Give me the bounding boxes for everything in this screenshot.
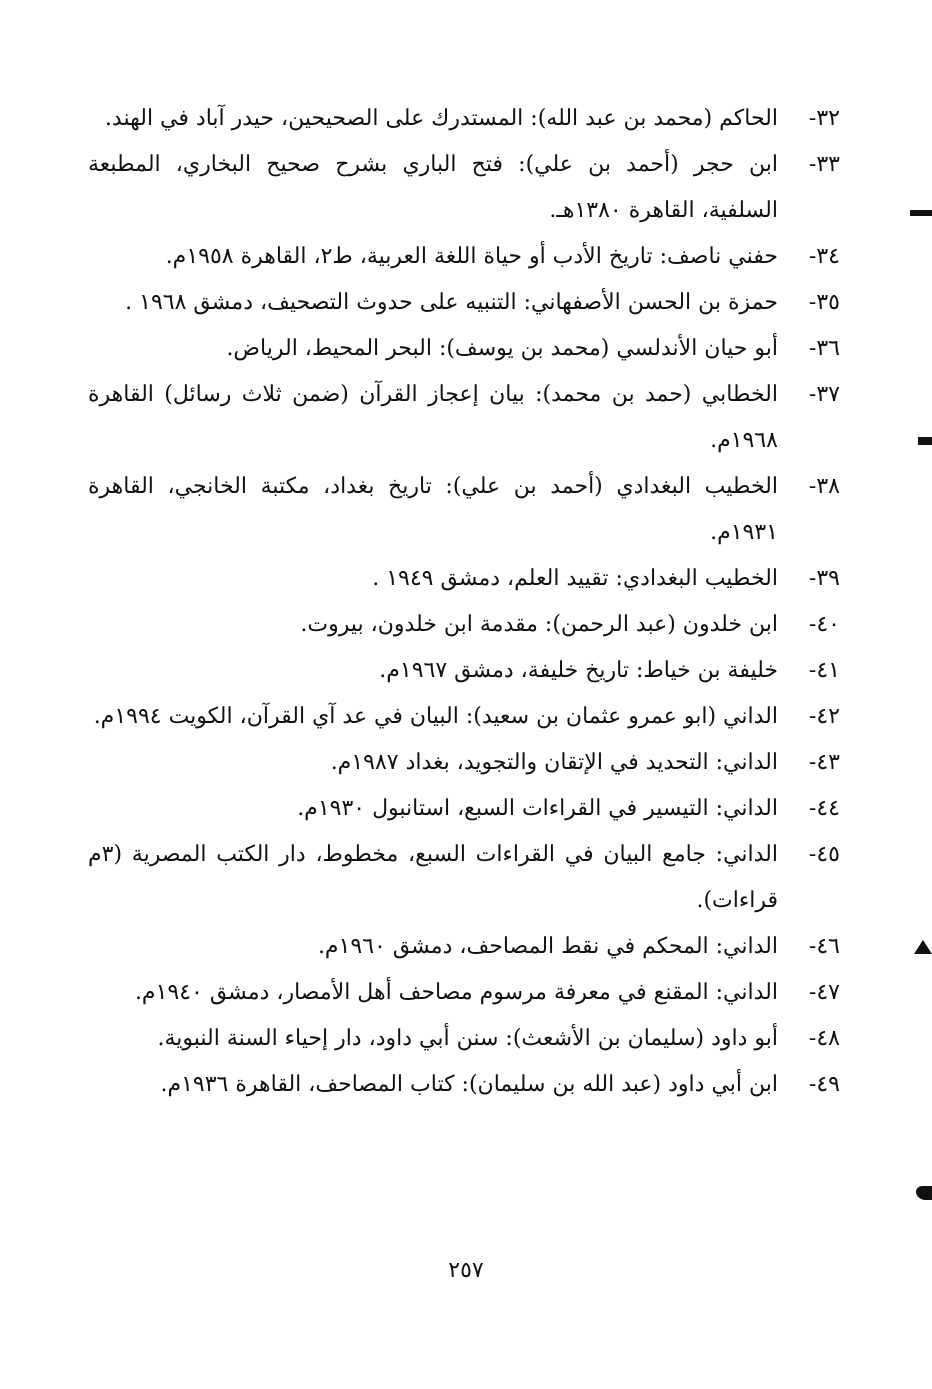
entry-number: ٤٨- <box>808 1026 840 1051</box>
bibliography-entry-36 <box>88 326 840 372</box>
entry-number: ٣٨- <box>808 474 840 499</box>
bibliography-entry-47 <box>88 970 840 1016</box>
entry-text: حمزة بن الحسن الأصفهاني: التنبيه على حدوث التصحيف، دمشق ١٩٦٨ . <box>125 290 778 315</box>
bibliography-entry-33 <box>88 142 840 234</box>
bibliography-entry-42 <box>88 694 840 740</box>
entry-number: ٣٢- <box>808 106 840 131</box>
scan-margin-mark <box>916 1186 932 1200</box>
entry-text: ابن حجر (أحمد بن علي): فتح الباري بشرح صحيح البخاري، المطبعة السلفية، القاهرة ١٣٨٠هـ. <box>88 152 778 223</box>
entry-number: ٣٦- <box>808 336 840 361</box>
entry-number: ٤٧- <box>808 980 840 1005</box>
bibliography-entry-32 <box>88 96 840 142</box>
bibliography-entry-38 <box>88 464 840 556</box>
entry-text: أبو داود (سليمان بن الأشعث): سنن أبي داود، دار إحياء السنة النبوية. <box>157 1026 778 1051</box>
entry-number: ٣٣- <box>808 152 840 177</box>
entry-number: ٤٩- <box>808 1072 840 1097</box>
entry-text: ابن خلدون (عبد الرحمن): مقدمة ابن خلدون، بيروت. <box>300 612 778 637</box>
entry-number: ٤٤- <box>808 796 840 821</box>
entry-text: الحاكم (محمد بن عبد الله): المستدرك على الصحيحين، حيدر آباد في الهند. <box>104 106 778 131</box>
scan-margin-mark <box>910 210 932 216</box>
bibliography-entry-37 <box>88 372 840 464</box>
bibliography-entry-43 <box>88 740 840 786</box>
entry-text: خليفة بن خياط: تاريخ خليفة، دمشق ١٩٦٧م. <box>379 658 778 683</box>
bibliography-entry-44 <box>88 786 840 832</box>
bibliography-entry-48 <box>88 1016 840 1062</box>
entry-text: الداني: جامع البيان في القراءات السبع، مخطوط، دار الكتب المصرية (٣م قراءات). <box>88 842 778 913</box>
bibliography-entry-35 <box>88 280 840 326</box>
entry-text: الخطيب البغدادي: تقييد العلم، دمشق ١٩٤٩ . <box>372 566 778 591</box>
entry-text: أبو حيان الأندلسي (محمد بن يوسف): البحر المحيط، الرياض. <box>226 336 778 361</box>
entry-number: ٤٦- <box>808 934 840 959</box>
bibliography-entry-39 <box>88 556 840 602</box>
bibliography-entry-45 <box>88 832 840 924</box>
entry-number: ٣٩- <box>808 566 840 591</box>
entry-number: ٣٥- <box>808 290 840 315</box>
bibliography-list <box>88 96 840 1108</box>
entry-text: الخطابي (حمد بن محمد): بيان إعجاز القرآن (ضمن ثلاث رسائل) القاهرة ١٩٦٨م. <box>88 382 778 453</box>
entry-text: ابن أبي داود (عبد الله بن سليمان): كتاب المصاحف، القاهرة ١٩٣٦م. <box>160 1072 778 1097</box>
entry-number: ٤٥- <box>808 842 840 867</box>
entry-text: الداني: المحكم في نقط المصاحف، دمشق ١٩٦٠م. <box>317 934 778 959</box>
entry-text: الداني: التحديد في الإتقان والتجويد، بغداد ١٩٨٧م. <box>330 750 778 775</box>
scan-margin-mark <box>914 940 932 954</box>
entry-number: ٤٠- <box>808 612 840 637</box>
bibliography-entry-41 <box>88 648 840 694</box>
scan-margin-mark <box>918 437 932 445</box>
bibliography-entry-34 <box>88 234 840 280</box>
page-number: ٢٥٧ <box>448 1258 484 1283</box>
entry-text: الداني: المقنع في معرفة مرسوم مصاحف أهل الأمصار، دمشق ١٩٤٠م. <box>134 980 778 1005</box>
entry-number: ٤٣- <box>808 750 840 775</box>
entry-number: ٣٧- <box>808 382 840 407</box>
bibliography-entry-46 <box>88 924 840 970</box>
entry-number: ٣٤- <box>808 244 840 269</box>
entry-text: حفني ناصف: تاريخ الأدب أو حياة اللغة العربية، ط٢، القاهرة ١٩٥٨م. <box>165 244 778 269</box>
entry-number: ٤٢- <box>808 704 840 729</box>
entry-text: الخطيب البغدادي (أحمد بن علي): تاريخ بغداد، مكتبة الخانجي، القاهرة ١٩٣١م. <box>88 474 778 545</box>
entry-text: الداني: التيسير في القراءات السبع، استانبول ١٩٣٠م. <box>297 796 778 821</box>
bibliography-entry-40 <box>88 602 840 648</box>
entry-text: الداني (ابو عمرو عثمان بن سعيد): البيان في عد آي القرآن، الكويت ١٩٩٤م. <box>93 704 778 729</box>
bibliography-entry-49 <box>88 1062 840 1108</box>
entry-number: ٤١- <box>808 658 840 683</box>
